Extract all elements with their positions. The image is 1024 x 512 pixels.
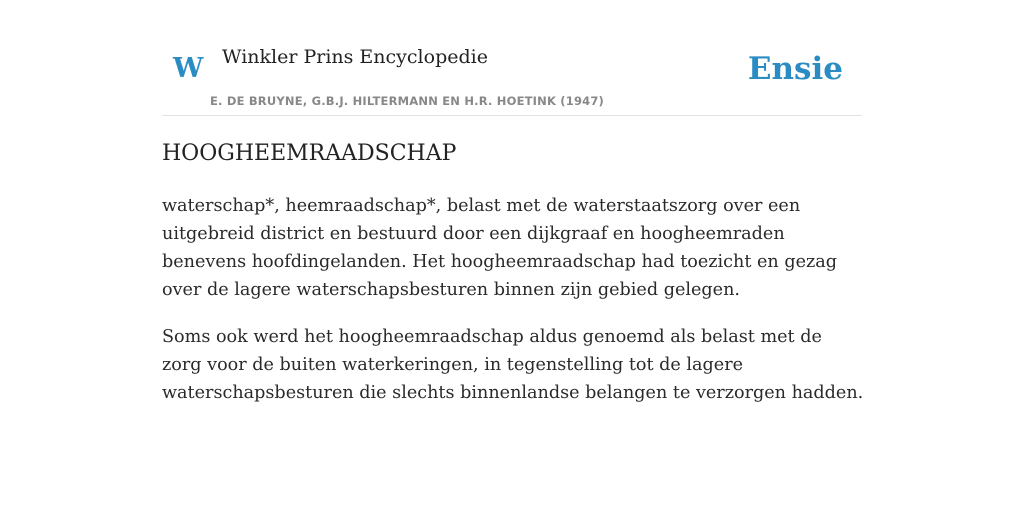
article-paragraph-1: waterschap*, heemraadschap*, belast met de waterstaatszorg over een uitgebreid district en bestuurd door een dijkgraaf en hoogheemraden benevens hoofdingelanden. Het hoogheemraadschap had toezicht en gezag over de lagere waterschapsbesturen binnen zijn gebied gelegen.: [162, 196, 838, 300]
source-authors: E. DE BRUYNE, G.B.J. HILTERMANN EN H.R. HOETINK (1947): [210, 94, 605, 108]
brand-logo[interactable]: Ensie: [747, 51, 843, 87]
source-logo[interactable]: W: [173, 53, 204, 84]
article-headword: HOOGHEEMRAADSCHAP: [162, 141, 457, 166]
source-header: [162, 40, 862, 116]
article-paragraph-2: Soms ook werd het hoogheemraadschap aldus genoemd als belast met de zorg voor de buiten waterkeringen, in tegenstelling tot de lagere waterschapsbesturen die slechts binnenlandse belangen te verzorgen hadden.: [162, 327, 864, 403]
article: [162, 138, 864, 426]
source-title[interactable]: Winkler Prins Encyclopedie: [222, 46, 488, 68]
